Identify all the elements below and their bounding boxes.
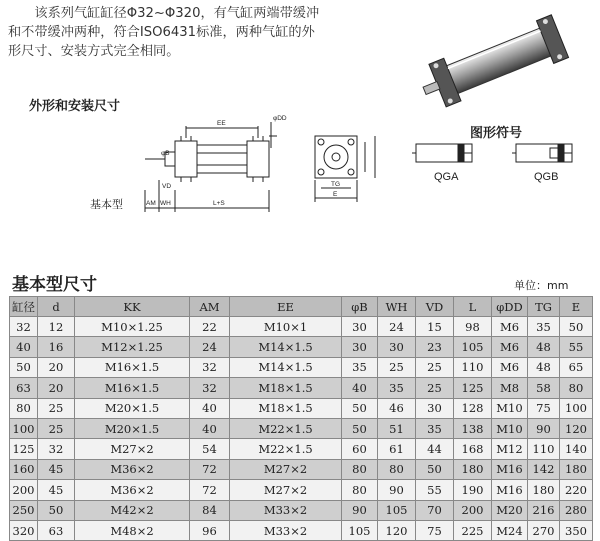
- table-cell: 72: [190, 480, 230, 500]
- table-cell: M10×1: [230, 317, 342, 337]
- table-cell: 125: [10, 439, 38, 459]
- table-cell: M33×2: [230, 520, 342, 540]
- table-cell: M20×1.5: [75, 398, 190, 418]
- header-cell: EE: [230, 297, 342, 317]
- table-cell: 25: [38, 418, 75, 438]
- label-phi-b: φB: [161, 150, 170, 157]
- table-cell: 30: [342, 337, 378, 357]
- table-cell: 54: [190, 439, 230, 459]
- table-cell: 50: [416, 459, 454, 479]
- label-ee: EE: [217, 120, 226, 127]
- table-cell: M24: [492, 520, 528, 540]
- table-cell: 75: [528, 398, 560, 418]
- table-cell: M14×1.5: [230, 337, 342, 357]
- table-cell: 50: [342, 418, 378, 438]
- table-cell: 45: [38, 459, 75, 479]
- table-cell: 22: [190, 317, 230, 337]
- table-cell: 190: [454, 480, 492, 500]
- header-cell: φDD: [492, 297, 528, 317]
- header-cell: 缸径: [10, 297, 38, 317]
- symbol-label-qga: QGA: [434, 171, 459, 183]
- table-cell: M12×1.25: [75, 337, 190, 357]
- header-cell: KK: [75, 297, 190, 317]
- table-cell: 25: [416, 378, 454, 398]
- table-cell: M27×2: [230, 480, 342, 500]
- table-cell: 142: [528, 459, 560, 479]
- table-cell: M27×2: [75, 439, 190, 459]
- table-cell: 110: [528, 439, 560, 459]
- header-cell: φB: [342, 297, 378, 317]
- table-cell: 35: [378, 378, 416, 398]
- table-cell: M42×2: [75, 500, 190, 520]
- dimension-drawing: [85, 108, 405, 223]
- table-cell: M6: [492, 317, 528, 337]
- table-cell: 55: [416, 480, 454, 500]
- header-cell: VD: [416, 297, 454, 317]
- table-cell: 44: [416, 439, 454, 459]
- label-vd: VD: [162, 183, 172, 190]
- table-row: [10, 500, 593, 520]
- table-cell: 350: [560, 520, 593, 540]
- table-cell: 200: [10, 480, 38, 500]
- table-cell: M16×1.5: [75, 378, 190, 398]
- table-cell: 32: [190, 378, 230, 398]
- table-cell: 24: [378, 317, 416, 337]
- table-cell: 45: [38, 480, 75, 500]
- table-cell: M6: [492, 357, 528, 377]
- table-header-row: [10, 297, 593, 317]
- table-cell: 61: [378, 439, 416, 459]
- table-cell: 96: [190, 520, 230, 540]
- table-cell: 46: [378, 398, 416, 418]
- cylinder-photo: [418, 6, 578, 112]
- table-cell: 80: [342, 459, 378, 479]
- table-cell: 48: [528, 357, 560, 377]
- table-cell: 180: [560, 459, 593, 479]
- label-phi-dd: φDD: [273, 115, 287, 122]
- table-cell: 25: [378, 357, 416, 377]
- label-am: AM: [146, 200, 156, 207]
- table-cell: M22×1.5: [230, 439, 342, 459]
- label-ls: L+S: [213, 200, 225, 207]
- table-cell: M16: [492, 480, 528, 500]
- table-cell: M22×1.5: [230, 418, 342, 438]
- table-cell: 120: [378, 520, 416, 540]
- table-cell: 30: [416, 398, 454, 418]
- intro-line-3: 形尺寸、安装方式完全相同。: [8, 44, 180, 59]
- table-cell: 25: [38, 398, 75, 418]
- table-cell: M6: [492, 337, 528, 357]
- table-row: [10, 337, 593, 357]
- section-outline-title: 外形和安装尺寸: [29, 99, 121, 114]
- label-wh: WH: [160, 200, 171, 207]
- table-cell: M10: [492, 398, 528, 418]
- table-cell: 250: [10, 500, 38, 520]
- table-cell: 72: [190, 459, 230, 479]
- table-row: [10, 378, 593, 398]
- table-cell: 70: [416, 500, 454, 520]
- table-cell: 75: [416, 520, 454, 540]
- table-row: [10, 418, 593, 438]
- table-cell: 270: [528, 520, 560, 540]
- intro-line-1: 该系列气缸缸径Φ32~Φ320，有气缸两端带缓冲: [34, 6, 320, 21]
- symbol-label-qgb: QGB: [534, 171, 559, 183]
- table-cell: 138: [454, 418, 492, 438]
- table-cell: 58: [528, 378, 560, 398]
- table-cell: 80: [378, 459, 416, 479]
- table-cell: M20: [492, 500, 528, 520]
- table-cell: 55: [560, 337, 593, 357]
- table-cell: 100: [10, 418, 38, 438]
- table-cell: 30: [378, 337, 416, 357]
- table-cell: M36×2: [75, 459, 190, 479]
- label-tg: TG: [331, 181, 341, 188]
- table-cell: 320: [10, 520, 38, 540]
- intro-line-2: 和不带缓冲两种，符合ISO6431标准，两种气缸的外: [8, 25, 315, 40]
- table-cell: 180: [454, 459, 492, 479]
- table-cell: 32: [38, 439, 75, 459]
- table-cell: 30: [342, 317, 378, 337]
- table-cell: 90: [342, 500, 378, 520]
- table-cell: M16×1.5: [75, 357, 190, 377]
- header-cell: AM: [190, 297, 230, 317]
- table-cell: 80: [560, 378, 593, 398]
- table-cell: 16: [38, 337, 75, 357]
- table-row: [10, 357, 593, 377]
- table-cell: 40: [342, 378, 378, 398]
- table-cell: 50: [342, 398, 378, 418]
- intro-paragraph: [8, 4, 338, 61]
- table-cell: M8: [492, 378, 528, 398]
- table-cell: 32: [10, 317, 38, 337]
- table-cell: 40: [190, 418, 230, 438]
- table-cell: 40: [190, 398, 230, 418]
- table-row: [10, 439, 593, 459]
- table-cell: 110: [454, 357, 492, 377]
- table-cell: 84: [190, 500, 230, 520]
- table-cell: 48: [528, 337, 560, 357]
- table-cell: 15: [416, 317, 454, 337]
- table-cell: 180: [528, 480, 560, 500]
- table-body: [10, 317, 593, 541]
- table-cell: 105: [454, 337, 492, 357]
- table-cell: 35: [528, 317, 560, 337]
- table-cell: 90: [378, 480, 416, 500]
- table-cell: 35: [342, 357, 378, 377]
- table-cell: 50: [38, 500, 75, 520]
- table-cell: 65: [560, 357, 593, 377]
- table-cell: 80: [342, 480, 378, 500]
- table-cell: 98: [454, 317, 492, 337]
- table-cell: 80: [10, 398, 38, 418]
- header-cell: d: [38, 297, 75, 317]
- table-cell: 50: [560, 317, 593, 337]
- table-cell: M18×1.5: [230, 378, 342, 398]
- table-cell: 32: [190, 357, 230, 377]
- table-cell: 120: [560, 418, 593, 438]
- table-cell: 20: [38, 378, 75, 398]
- table-cell: 225: [454, 520, 492, 540]
- header-cell: WH: [378, 297, 416, 317]
- table-cell: 168: [454, 439, 492, 459]
- table-cell: M36×2: [75, 480, 190, 500]
- table-row: [10, 459, 593, 479]
- table-cell: M10×1.25: [75, 317, 190, 337]
- unit-label: 单位：mm: [514, 279, 569, 292]
- table-cell: 25: [416, 357, 454, 377]
- table-cell: 50: [10, 357, 38, 377]
- table-cell: M10: [492, 418, 528, 438]
- table-cell: M14×1.5: [230, 357, 342, 377]
- table-cell: M33×2: [230, 500, 342, 520]
- table-cell: 200: [454, 500, 492, 520]
- section-symbols-title: 图形符号: [470, 126, 523, 141]
- header-cell: E: [560, 297, 593, 317]
- label-e: E: [333, 191, 338, 198]
- table-cell: 60: [342, 439, 378, 459]
- table-cell: 35: [416, 418, 454, 438]
- table-cell: M20×1.5: [75, 418, 190, 438]
- table-cell: 100: [560, 398, 593, 418]
- table-cell: M48×2: [75, 520, 190, 540]
- table-cell: 105: [342, 520, 378, 540]
- header-cell: TG: [528, 297, 560, 317]
- table-cell: 63: [38, 520, 75, 540]
- table-cell: M12: [492, 439, 528, 459]
- header-cell: L: [454, 297, 492, 317]
- table-cell: 220: [560, 480, 593, 500]
- table-cell: 90: [528, 418, 560, 438]
- table-cell: 63: [10, 378, 38, 398]
- table-cell: 23: [416, 337, 454, 357]
- table-cell: M27×2: [230, 459, 342, 479]
- basic-type-label: 基本型: [90, 198, 123, 211]
- table-cell: 105: [378, 500, 416, 520]
- table-cell: 40: [10, 337, 38, 357]
- table-row: [10, 317, 593, 337]
- table-cell: 125: [454, 378, 492, 398]
- table-cell: 20: [38, 357, 75, 377]
- table-cell: 280: [560, 500, 593, 520]
- dimension-table: [9, 296, 593, 541]
- table-row: [10, 398, 593, 418]
- table-cell: 140: [560, 439, 593, 459]
- table-row: [10, 480, 593, 500]
- table-cell: 24: [190, 337, 230, 357]
- graphic-symbols: [412, 138, 592, 188]
- table-cell: 12: [38, 317, 75, 337]
- table-title: 基本型尺寸: [12, 275, 97, 295]
- table-cell: 51: [378, 418, 416, 438]
- table-cell: M18×1.5: [230, 398, 342, 418]
- table-cell: M16: [492, 459, 528, 479]
- table-cell: 216: [528, 500, 560, 520]
- table-cell: 128: [454, 398, 492, 418]
- table-cell: 160: [10, 459, 38, 479]
